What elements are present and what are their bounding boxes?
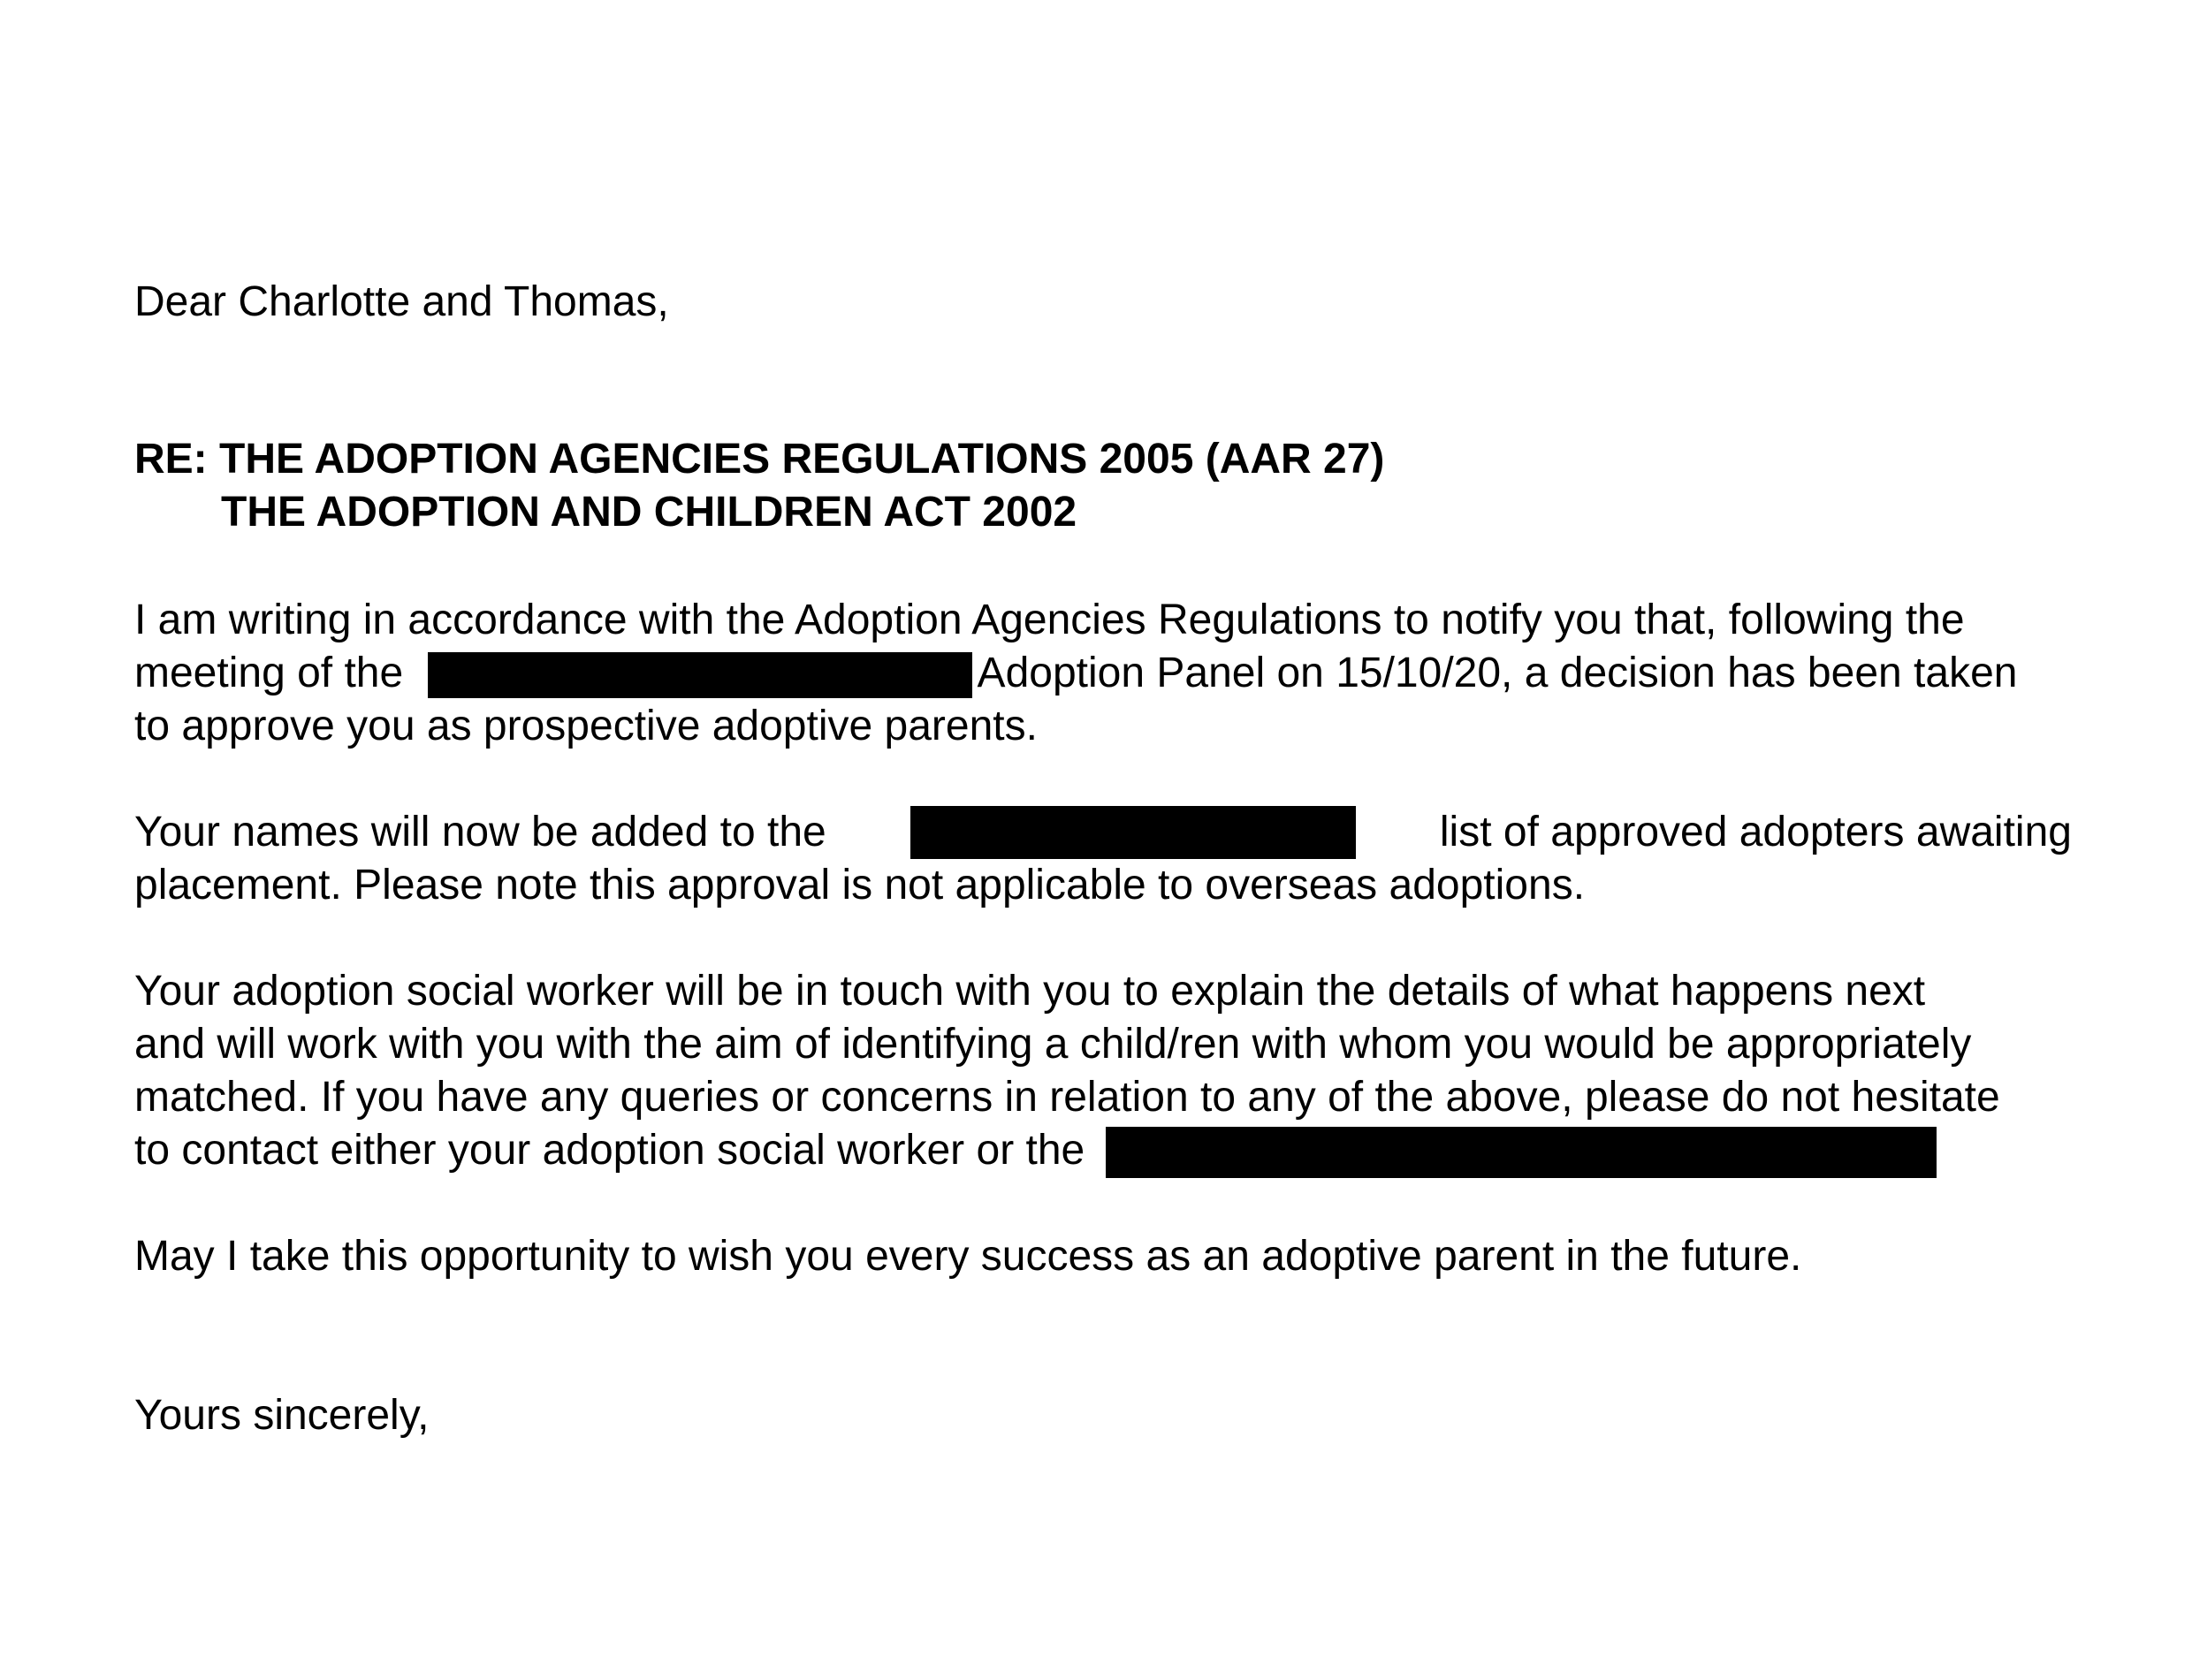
paragraph-1-line-2-after: Adoption Panel on 15/10/20, a decision has been taken <box>977 650 2018 696</box>
paragraph-3-line-1: Your adoption social worker will be in touch with you to explain the details of what happens next <box>134 968 1926 1015</box>
closing: Yours sincerely, <box>134 1392 430 1439</box>
salutation: Dear Charlotte and Thomas, <box>134 278 669 325</box>
paragraph-2-line-1 <box>134 806 2072 859</box>
re-heading-line-1: RE: THE ADOPTION AGENCIES REGULATIONS 2005 (AAR 27) <box>134 436 1385 483</box>
paragraph-3-line-4 <box>134 1124 1937 1178</box>
paragraph-2-line-1-after: list of approved adopters awaiting <box>1439 809 2072 855</box>
paragraph-1-line-2-before: meeting of the <box>134 650 404 696</box>
paragraph-3-line-3: matched. If you have any queries or concerns in relation to any of the above, please do not hesitate <box>134 1074 2000 1121</box>
redaction-box-contact-name <box>1106 1127 1937 1178</box>
paragraph-2-line-2: placement. Please note this approval is not applicable to overseas adoptions. <box>134 862 1586 908</box>
redaction-box-panel-name <box>428 652 972 698</box>
paragraph-3-line-4-before: to contact either your adoption social worker or the <box>134 1127 1085 1174</box>
paragraph-4: May I take this opportunity to wish you every success as an adoptive parent in the future. <box>134 1233 1802 1280</box>
paragraph-3-line-2: and will work with you with the aim of identifying a child/ren with whom you would be appropriately <box>134 1021 1972 1068</box>
re-heading-line-2: THE ADOPTION AND CHILDREN ACT 2002 <box>221 489 1077 536</box>
paragraph-1-line-3: to approve you as prospective adoptive parents. <box>134 703 1038 749</box>
paragraph-1-line-1 <box>134 594 2072 647</box>
redaction-box-list-name <box>910 806 1356 859</box>
paragraph-1-line-2 <box>134 647 2017 700</box>
paragraph-1-line-1-text: I am writing in accordance with the Adoption Agencies Regulations to notify you that, following the <box>134 597 1965 643</box>
paragraph-2-line-1-before: Your names will now be added to the <box>134 809 826 855</box>
